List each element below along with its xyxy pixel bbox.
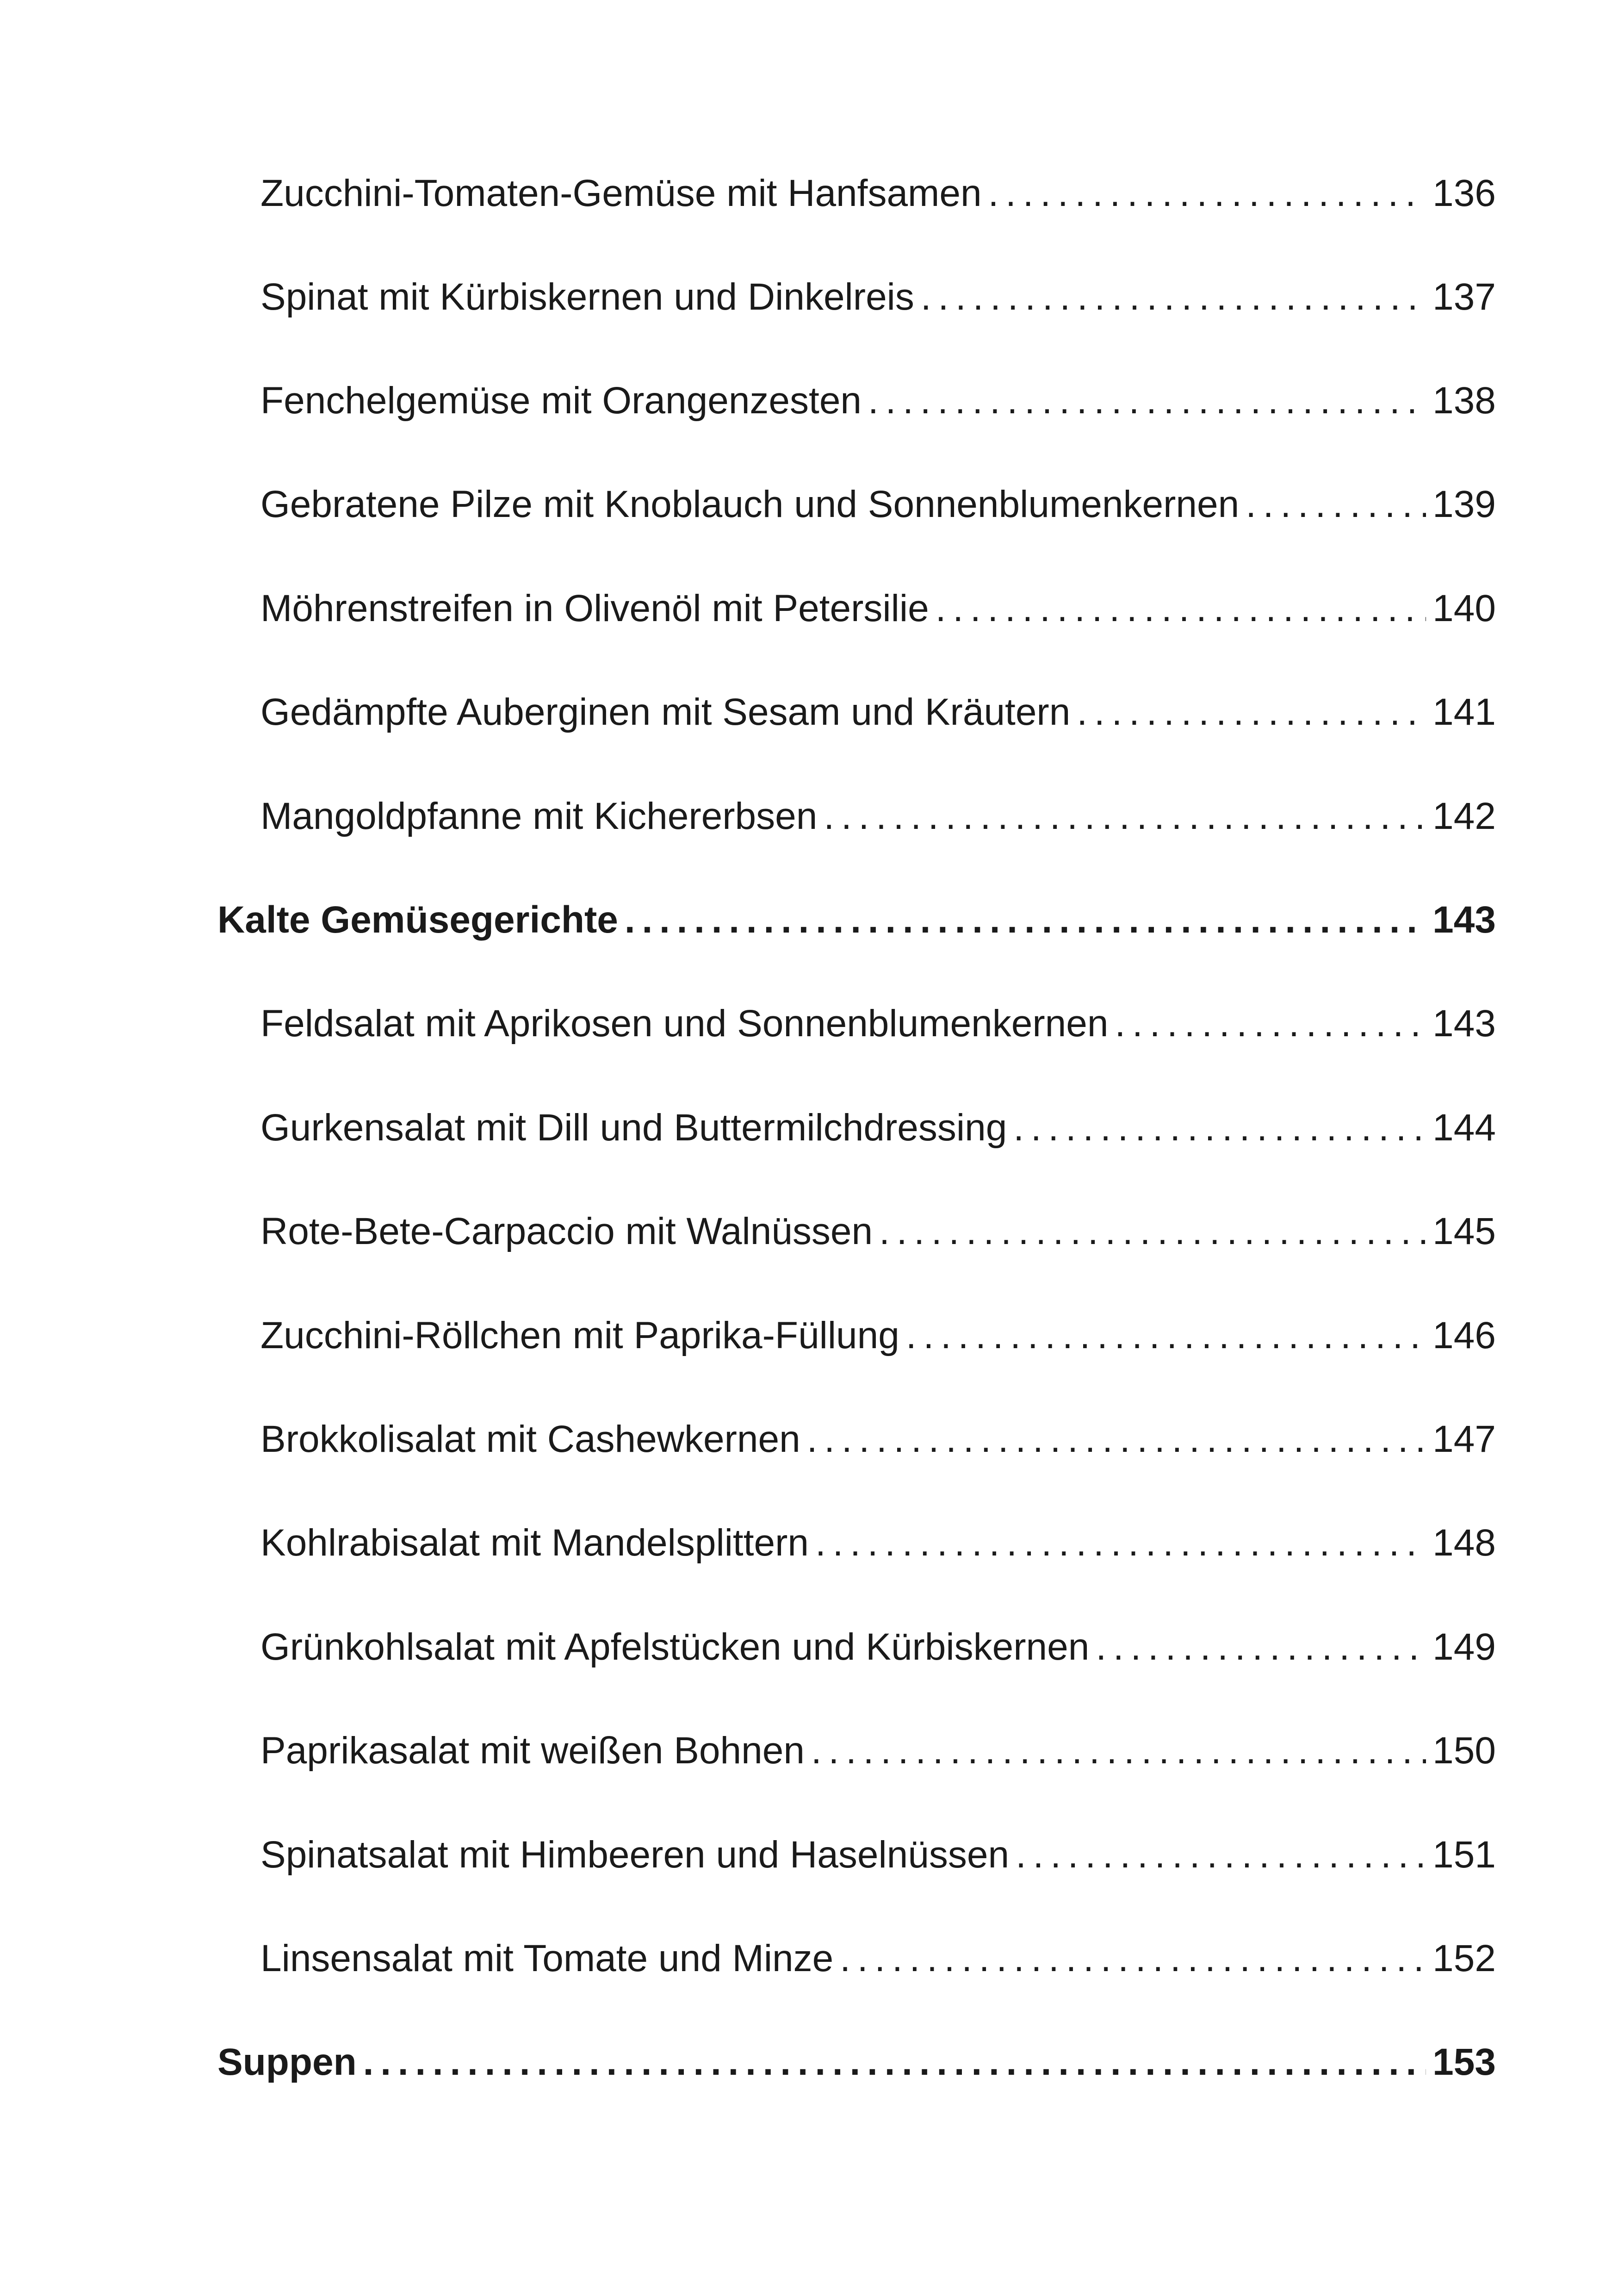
toc-dot-leader: [1077, 684, 1426, 740]
toc-page-number: 138: [1432, 380, 1496, 422]
toc-page-number: 142: [1432, 795, 1496, 837]
toc-entry-title: Möhrenstreifen in Olivenöl mit Petersilie: [260, 587, 929, 629]
toc-entry-title: Paprikasalat mit weißen Bohnen: [260, 1730, 805, 1772]
toc-page-number: 151: [1432, 1834, 1496, 1876]
toc-dot-leader: [988, 166, 1426, 221]
toc-entry-title: Feldsalat mit Aprikosen und Sonnenblumenkernen: [260, 1002, 1109, 1045]
toc-entry[interactable]: [260, 1515, 1496, 1571]
toc-dot-leader: [811, 1723, 1426, 1779]
toc-entry[interactable]: [260, 1619, 1496, 1675]
toc-page-number: 145: [1432, 1210, 1496, 1252]
toc-entry-title: Zucchini-Tomaten-Gemüse mit Hanfsamen: [260, 172, 982, 214]
toc-dot-leader: [906, 1308, 1426, 1363]
toc-dot-leader: [1013, 1100, 1426, 1156]
toc-page-number: 146: [1432, 1314, 1496, 1356]
toc-page-number: 147: [1432, 1418, 1496, 1460]
toc-section-entry[interactable]: [217, 892, 1496, 948]
toc-page-number: 143: [1432, 899, 1496, 941]
toc-dot-leader: [879, 1204, 1426, 1259]
toc-entry-title: Gebratene Pilze mit Knoblauch und Sonnenblumenkernen: [260, 483, 1240, 525]
toc-entry-title: Zucchini-Röllchen mit Paprika-Füllung: [260, 1314, 899, 1356]
toc-page-number: 152: [1432, 1937, 1496, 1979]
toc-dot-leader: [1016, 1827, 1426, 1883]
toc-dot-leader: [625, 892, 1426, 948]
toc-dot-leader: [807, 1412, 1426, 1467]
toc-entry-title: Fenchelgemüse mit Orangenzesten: [260, 380, 862, 422]
toc-section-title: Kalte Gemüsegerichte: [217, 899, 618, 941]
toc-entry-title: Gurkensalat mit Dill und Buttermilchdressing: [260, 1107, 1007, 1149]
toc-entry[interactable]: [260, 581, 1496, 636]
toc-entry-title: Brokkolisalat mit Cashewkernen: [260, 1418, 800, 1460]
toc-dot-leader: [824, 789, 1426, 844]
toc-entry-title: Rote-Bete-Carpaccio mit Walnüssen: [260, 1210, 873, 1252]
toc-entry[interactable]: [260, 684, 1496, 740]
toc-page-number: 143: [1432, 1002, 1496, 1045]
toc-entry-title: Kohlrabisalat mit Mandelsplittern: [260, 1522, 809, 1564]
toc-entry[interactable]: [260, 1308, 1496, 1363]
toc-entry[interactable]: [260, 373, 1496, 429]
toc-dot-leader: [921, 269, 1426, 325]
toc-dot-leader: [1246, 477, 1426, 532]
toc-page-number: 140: [1432, 587, 1496, 629]
toc-entry[interactable]: [260, 1827, 1496, 1883]
toc-dot-leader: [840, 1931, 1426, 1986]
toc-dot-leader: [936, 581, 1426, 636]
toc-dot-leader: [815, 1515, 1426, 1571]
toc-entry-title: Grünkohlsalat mit Apfelstücken und Kürbiskernen: [260, 1626, 1090, 1668]
toc-dot-leader: [363, 2035, 1426, 2090]
toc-entry-title: Spinatsalat mit Himbeeren und Haselnüssen: [260, 1834, 1010, 1876]
toc-entry[interactable]: [260, 1100, 1496, 1156]
toc-page-number: 144: [1432, 1107, 1496, 1149]
toc-section-entry[interactable]: [217, 2035, 1496, 2090]
toc-entry[interactable]: [260, 1204, 1496, 1259]
toc-page-number: 141: [1432, 691, 1496, 733]
toc-entry-title: Mangoldpfanne mit Kichererbsen: [260, 795, 818, 837]
toc-entry[interactable]: [260, 166, 1496, 221]
toc-entry-title: Gedämpfte Auberginen mit Sesam und Kräutern: [260, 691, 1071, 733]
toc-dot-leader: [1115, 996, 1426, 1052]
toc-entry[interactable]: [260, 1723, 1496, 1779]
toc-page-number: 139: [1432, 483, 1496, 525]
toc-page-number: 137: [1432, 276, 1496, 318]
toc-dot-leader: [868, 373, 1426, 429]
toc-entry-title: Spinat mit Kürbiskernen und Dinkelreis: [260, 276, 914, 318]
toc-page-number: 136: [1432, 172, 1496, 214]
toc-page-number: 150: [1432, 1730, 1496, 1772]
toc-page-number: 148: [1432, 1522, 1496, 1564]
toc-entry[interactable]: [260, 789, 1496, 844]
toc-page-number: 153: [1432, 2041, 1496, 2083]
toc-entry[interactable]: [260, 1412, 1496, 1467]
toc-dot-leader: [1096, 1619, 1426, 1675]
toc-entry[interactable]: [260, 1931, 1496, 1986]
toc-section-title: Suppen: [217, 2041, 357, 2083]
toc-entry[interactable]: [260, 269, 1496, 325]
toc-page-number: 149: [1432, 1626, 1496, 1668]
toc-entry[interactable]: [260, 477, 1496, 532]
toc-entry-title: Linsensalat mit Tomate und Minze: [260, 1937, 834, 1979]
toc-entry[interactable]: [260, 996, 1496, 1052]
